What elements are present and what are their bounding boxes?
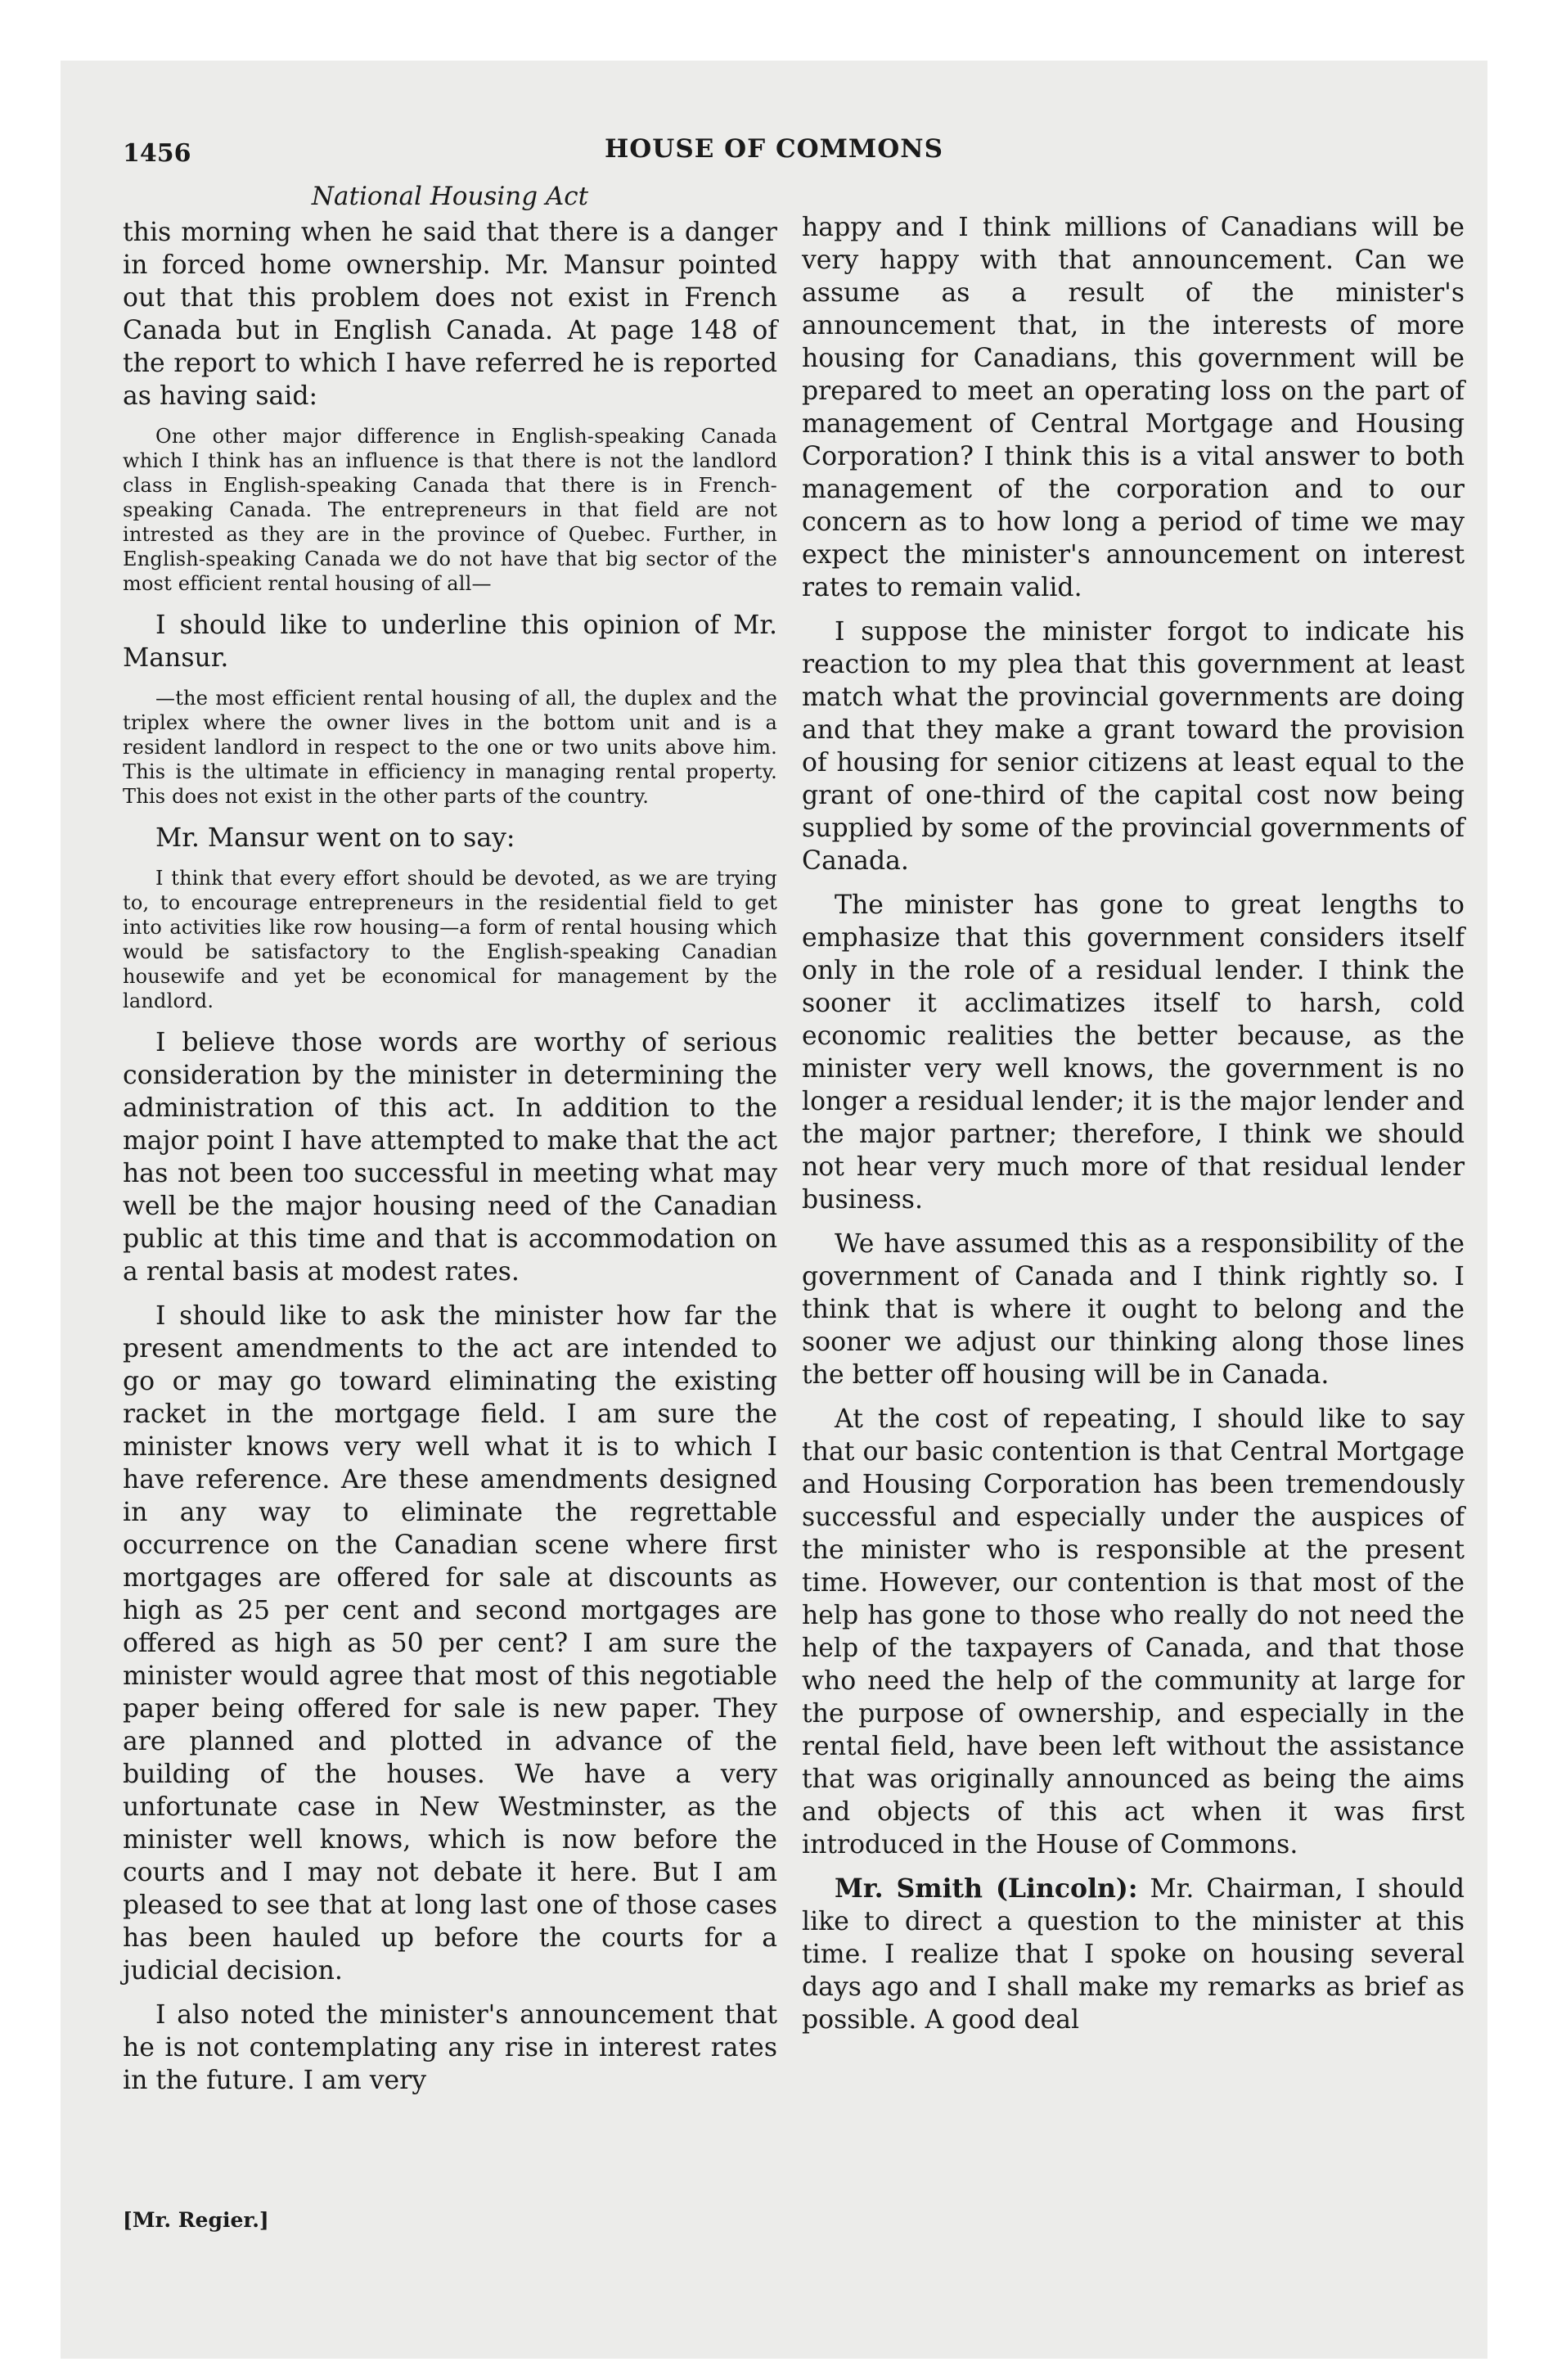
page-number: 1456 [123,139,191,168]
running-title: HOUSE OF COMMONS [605,134,943,164]
footer-speaker-tag: [Mr. Regier.] [123,2208,269,2232]
quotation: —the most efficient rental housing of all, the duplex and the triplex where the owner lives in the bottom unit and is a resident landlord in respect to the one or two units above him. This is the ultimate in efficiency in managing rental property. This does not exist in the other parts of the country. [123,687,777,808]
paragraph: I should like to underline this opinion of Mr. Mansur. [123,611,777,673]
paragraph: At the cost of repeating, I should like to say that our basic contention is that Central Mortgage and Housing Corporation has been tremendously successful and especially under the auspices of the minister who is responsible at the present time. However, our contention is that most of the help has gone to those who really do not need the help of the taxpayers of Canada, and that those who need the help of the community at large for the purpose of ownership, and especially in the rental field, have been left without the assistance that was originally announced as being the aims and objects of this act when it was first introduced in the House of Commons. [802,1404,1465,1859]
paragraph: happy and I think millions of Canadians will be very happy with that announcement. Can we assume as a result of the minister's announcement that, in the interests of more housing for Canadians, this government will be prepared to meet an operating loss on the part of management of Central Mortgage and Housing Corporation? I think this is a vital answer to both management of the corporation and to our concern as to how long a period of time we may expect the minister's announcement on interest rates to remain valid. [802,213,1465,602]
right-column [802,211,1465,2048]
paragraph: We have assumed this as a responsibility of the government of Canada and I think rightly so. I think that is where it ought to belong and the sooner we adjust our thinking along those lines the better off housing will be in Canada. [802,1229,1465,1390]
paragraph: The minister has gone to great lengths to emphasize that this government considers itself only in the role of a residual lender. I think the sooner it acclimatizes itself to harsh, cold economic realities the better because, as the minister very well knows, the government is no longer a residual lender; it is the major lender and the major partner; therefore, I think we should not hear very much more of that residual lender business. [802,890,1465,1215]
paragraph: I should like to ask the minister how far the present amendments to the act are intended to go or may go toward eliminating the existing racket in the mortgage field. I am sure the minister knows very well what it is to which I have reference. Are these amendments designed in any way to eliminate the regrettable occurrence on the Canadian scene where first mortgages are offered for sale at discounts as high as 25 per cent and second mortgages are offered as high as 50 per cent? I am sure the minister would agree that most of this negotiable paper being offered for sale is new paper. They are planned and plotted in advance of the building of the houses. We have a very unfortunate case in New Westminster, as the minister well knows, which is now before the courts and I may not debate it here. But I am pleased to see that at long last one of those cases has been hauled up before the courts for a judicial decision. [123,1301,777,1986]
paragraph [802,1873,1465,2036]
quotation: I think that every effort should be devoted, as we are trying to, to encourage entrepreneurs in the residential field to get into activities like row housing—a form of rental housing which would be satisfactory to the English-speaking Canadian housewife and yet be economical for management by the landlord. [123,867,777,1012]
left-column [123,216,777,2108]
subject-heading: National Housing Act [311,182,589,211]
paragraph: this morning when he said that there is a danger in forced home ownership. Mr. Mansur pointed out that this problem does not exist in French Canada but in English Canada. At page 148 of the report to which I have referred he is reported as having said: [123,218,777,411]
paragraph: I believe those words are worthy of serious consideration by the minister in determining the administration of this act. In addition to the major point I have attempted to make that the act has not been too successful in meeting what may well be the major housing need of the Canadian public at this time and that is accommodation on a rental basis at modest rates. [123,1028,777,1287]
paragraph: I suppose the minister forgot to indicate his reaction to my plea that this government at least match what the provincial governments are doing and that they make a grant toward the provision of housing for senior citizens at least equal to the grant of one-third of the capital cost now being supplied by some of the provincial governments of Canada. [802,617,1465,876]
paragraph: Mr. Mansur went on to say: [155,823,515,853]
speech-text: Mr. Chairman, I should like to direct a question to the minister at this time. I realize that I spoke on housing several days ago and I shall make my remarks as brief as possible. A good deal [802,1874,1465,2035]
paragraph: I also noted the minister's announcement that he is not contemplating any rise in interest rates in the future. I am very [123,2000,777,2095]
quotation: One other major difference in English-speaking Canada which I think has an influence is that there is not the landlord class in English-speaking Canada that there is in French-speaking Canada. The entrepreneurs in that field are not intrested as they are in the province of Quebec. Further, in English-speaking Canada we do not have that big sector of the most efficient rental housing of all— [123,425,777,595]
speaker-name: Mr. Smith (Lincoln): [835,1873,1138,1904]
